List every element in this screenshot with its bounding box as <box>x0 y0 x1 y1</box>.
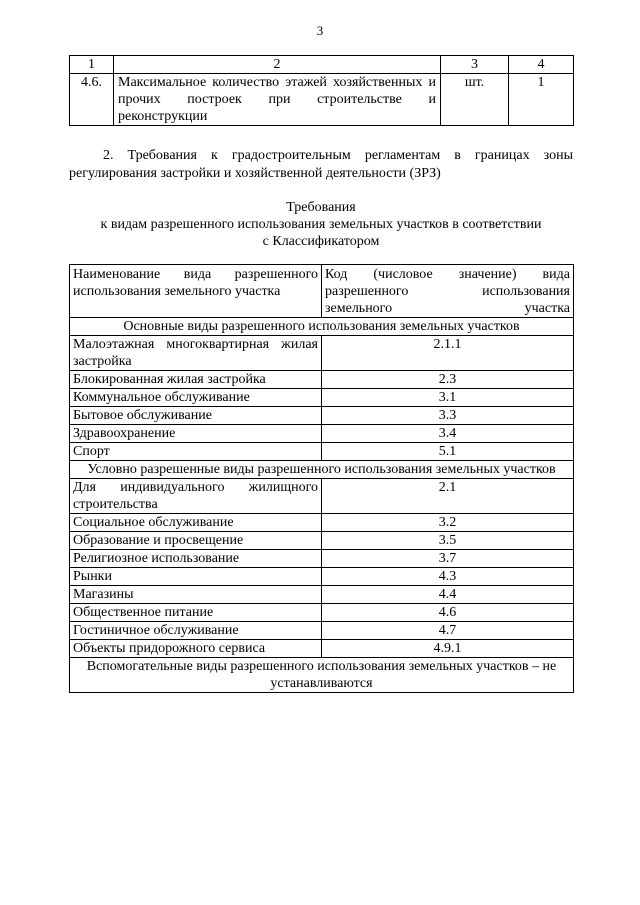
use-code-cell: 5.1 <box>322 443 574 461</box>
use-code-cell: 4.3 <box>322 568 574 586</box>
table-row <box>70 514 574 532</box>
column-number-1: 1 <box>70 56 114 74</box>
use-name-cell: Гостиничное обслуживание <box>70 622 322 640</box>
table-row <box>70 640 574 658</box>
requirements-title-line-1: Требования <box>286 200 356 215</box>
use-name-cell: Коммунальное обслуживание <box>70 389 322 407</box>
use-name-cell: Спорт <box>70 443 322 461</box>
use-code-cell: 2.1 <box>322 479 574 514</box>
section-row <box>70 658 574 693</box>
table-row <box>70 371 574 389</box>
use-name-cell: Блокированная жилая застройка <box>70 371 322 389</box>
header-name-cell: Наименование вида разрешенного использования земельного участка <box>70 265 322 318</box>
use-name-cell: Общественное питание <box>70 604 322 622</box>
basic-uses-section: Основные виды разрешенного использования земельных участков <box>70 318 574 336</box>
conditional-uses-rows <box>70 479 574 658</box>
table-row <box>70 74 574 126</box>
use-name-cell: Религиозное использование <box>70 550 322 568</box>
section-paragraph-text: 2. Требования к градостроительным регламентам в границах зоны регулирования застройки и хозяйственной деятельности (ЗРЗ) <box>69 148 573 181</box>
column-number-2: 2 <box>114 56 441 74</box>
use-code-cell: 3.1 <box>322 389 574 407</box>
row-number: 4.6. <box>70 74 114 126</box>
use-name-cell: Для индивидуального жилищного строительства <box>70 479 322 514</box>
auxiliary-uses-section: Вспомогательные виды разрешенного использования земельных участков – не устанавливаются <box>70 658 574 693</box>
land-use-table <box>69 264 574 693</box>
table-row <box>70 479 574 514</box>
table-row <box>70 425 574 443</box>
section-row <box>70 318 574 336</box>
conditional-uses-section: Условно разрешенные виды разрешенного использования земельных участков <box>70 461 574 479</box>
use-code-cell: 3.2 <box>322 514 574 532</box>
use-code-cell: 3.3 <box>322 407 574 425</box>
header-code-cell <box>322 265 574 318</box>
column-number-3: 3 <box>441 56 509 74</box>
continuation-table <box>69 55 574 126</box>
table-row <box>70 604 574 622</box>
table-row <box>70 443 574 461</box>
section-paragraph <box>69 147 573 183</box>
table-row <box>70 622 574 640</box>
table-row <box>70 586 574 604</box>
basic-uses-rows <box>70 336 574 461</box>
row-value: 1 <box>509 74 574 126</box>
use-code-cell: 4.6 <box>322 604 574 622</box>
requirements-title-line-3: с Классификатором <box>262 234 380 249</box>
section-row <box>70 461 574 479</box>
table-row <box>70 532 574 550</box>
use-name-cell: Рынки <box>70 568 322 586</box>
use-code-cell: 3.4 <box>322 425 574 443</box>
use-name-cell: Малоэтажная многоквартирная жилая застройка <box>70 336 322 371</box>
use-name-cell: Бытовое обслуживание <box>70 407 322 425</box>
use-name-cell: Магазины <box>70 586 322 604</box>
table-header-row <box>70 265 574 318</box>
table-header-row <box>70 56 574 74</box>
column-number-4: 4 <box>509 56 574 74</box>
row-parameter-name: Максимальное количество этажей хозяйственных и прочих построек при строительстве и реконструкции <box>114 74 441 126</box>
use-code-cell: 4.4 <box>322 586 574 604</box>
use-code-cell: 4.9.1 <box>322 640 574 658</box>
use-code-cell: 3.7 <box>322 550 574 568</box>
page-number: 3 <box>316 23 324 38</box>
use-name-cell: Здравоохранение <box>70 425 322 443</box>
use-name-cell: Объекты придорожного сервиса <box>70 640 322 658</box>
use-name-cell: Образование и просвещение <box>70 532 322 550</box>
use-code-cell: 4.7 <box>322 622 574 640</box>
use-code-cell: 2.1.1 <box>322 336 574 371</box>
header-code-text: Код (числовое значение) вида разрешенного использования <box>325 267 570 299</box>
row-unit: шт. <box>441 74 509 126</box>
table-row <box>70 568 574 586</box>
use-code-cell: 3.5 <box>322 532 574 550</box>
use-code-cell: 2.3 <box>322 371 574 389</box>
header-code-last-line: земельного участка <box>325 301 570 316</box>
table-row <box>70 407 574 425</box>
requirements-title-line-2: к видам разрешенного использования земельных участков в соответствии <box>100 217 542 232</box>
table-row <box>70 336 574 371</box>
table-row <box>70 389 574 407</box>
use-name-cell: Социальное обслуживание <box>70 514 322 532</box>
table-row <box>70 550 574 568</box>
